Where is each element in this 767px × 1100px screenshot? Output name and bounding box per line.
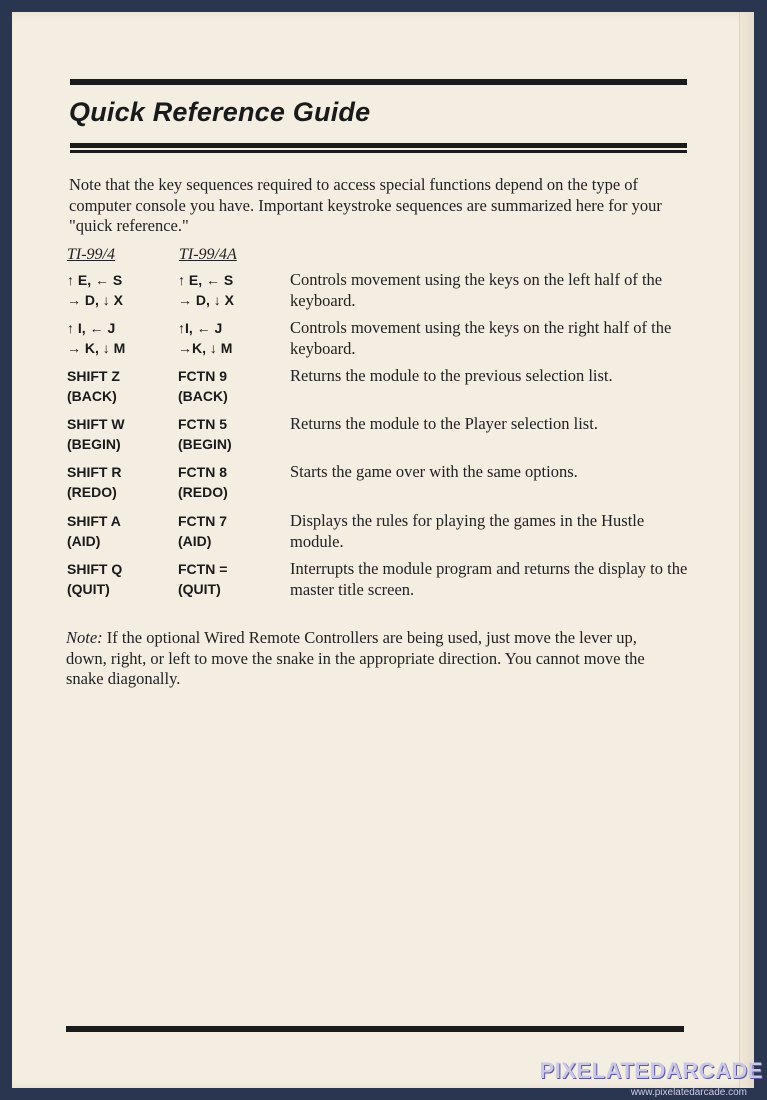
key-ti994: SHIFT Z (BACK) <box>67 368 120 404</box>
key-ti994a: FCTN 8 (REDO) <box>178 464 228 500</box>
row-description: Displays the rules for playing the games in the Hustle module. <box>290 511 645 551</box>
watermark-logo: PIXELATEDARCADE <box>539 1058 763 1083</box>
row-description: Returns the module to the Player selection list. <box>290 414 598 433</box>
note-paragraph <box>66 628 666 690</box>
key-ti994a: FCTN 7 (AID) <box>178 513 227 549</box>
watermark-url: www.pixelatedarcade.com <box>630 1087 747 1098</box>
header-ti994a: TI-99/4A <box>179 246 237 263</box>
title-rule-upper <box>70 143 687 148</box>
header-ti994: TI-99/4 <box>67 246 115 263</box>
row-description: Returns the module to the previous selection list. <box>290 366 613 385</box>
key-ti994a: FCTN 5 (BEGIN) <box>178 416 232 452</box>
key-ti994: SHIFT W (BEGIN) <box>67 416 125 452</box>
title-rule-lower <box>70 150 687 153</box>
key-ti994: SHIFT A (AID) <box>67 513 121 549</box>
intro-paragraph: Note that the key sequences required to access special functions depend on the type of computer console you have. Important keystroke sequences are summarized here for your "quick reference." <box>69 175 662 235</box>
row-description: Starts the game over with the same options. <box>290 462 578 481</box>
key-ti994: SHIFT R (REDO) <box>67 464 122 500</box>
bottom-rule <box>66 1026 684 1032</box>
page-title: Quick Reference Guide <box>69 97 371 127</box>
top-rule <box>70 79 687 85</box>
note-text: If the optional Wired Remote Controllers are being used, just move the lever up, down, right, or left to move the snake in the appropriate direction. You cannot move the snake diagonally. <box>66 628 645 688</box>
key-ti994a: FCTN = (QUIT) <box>178 561 228 597</box>
key-ti994: SHIFT Q (QUIT) <box>67 561 123 597</box>
row-description: Controls movement using the keys on the right half of the keyboard. <box>290 318 672 358</box>
key-ti994a: FCTN 9 (BACK) <box>178 368 228 404</box>
note-label: Note: <box>66 628 103 647</box>
key-ti994: ↑ I, ← J → K, ↓ M <box>67 320 126 356</box>
key-ti994a: ↑I, ← J →K, ↓ M <box>178 320 233 356</box>
key-ti994a: ↑ E, ← S → D, ↓ X <box>178 272 235 308</box>
key-ti994: ↑ E, ← S → D, ↓ X <box>67 272 124 308</box>
row-description: Controls movement using the keys on the left half of the keyboard. <box>290 270 663 310</box>
manual-page <box>12 12 754 1088</box>
row-description: Interrupts the module program and returns the display to the master title screen. <box>290 559 688 599</box>
page-edge <box>739 12 754 1088</box>
